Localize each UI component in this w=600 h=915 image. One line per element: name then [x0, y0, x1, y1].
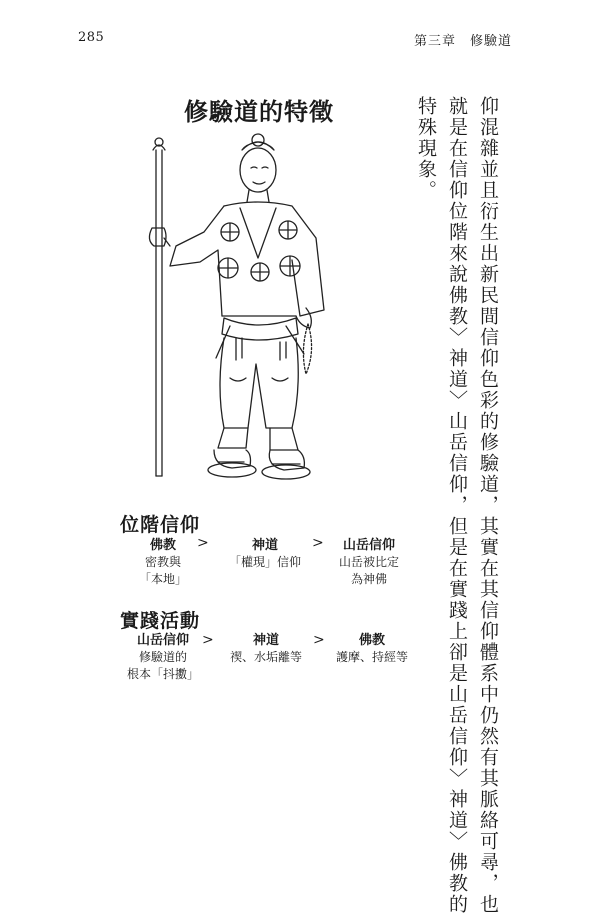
head: [240, 134, 276, 202]
body-text-column-1: 仰混雜並且衍生出新民間信仰色彩的修驗道，其實在其信仰體系中仍然有其脈絡可尋，也: [477, 96, 499, 915]
figure-title: 修驗道的特徵: [184, 97, 334, 126]
rank-node-1-title: 佛教: [149, 538, 176, 553]
rank-node-2-line-1: 「權現」信仰: [228, 555, 301, 569]
sandals: [208, 450, 310, 479]
rank-node-1-line-2: 「本地」: [138, 572, 187, 586]
practice-node-3: [324, 632, 420, 666]
rank-node-3: [326, 537, 412, 588]
rank-node-1-line-1: 密教與: [144, 555, 181, 569]
rank-node-2-title: 神道: [251, 538, 278, 553]
staff: [153, 138, 165, 476]
practice-separator-2: >: [313, 632, 325, 648]
body-text-column-3: 特殊現象。: [415, 96, 437, 201]
pompoms: [218, 221, 300, 281]
running-header: 第三章 修驗道: [413, 34, 512, 49]
body-text-column-2: 就是在信仰位階來說佛教〉神道〉山岳信仰，但是在實踐上卻是山岳信仰〉神道〉佛教的: [446, 96, 468, 915]
practice-node-1: [118, 632, 208, 683]
practice-node-3-line-1: 護摩、持經等: [335, 650, 408, 664]
practice-separator-1: >: [202, 632, 214, 648]
practice-node-2: [214, 632, 318, 666]
rank-node-2: [215, 537, 315, 571]
practice-node-1-line-1: 修驗道的: [138, 650, 187, 664]
practice-heading: 實踐活動: [120, 610, 201, 632]
practice-node-1-title: 山岳信仰: [136, 633, 189, 648]
robe: [170, 202, 324, 358]
page-number: 285: [78, 30, 105, 45]
rank-separator-1: >: [197, 535, 209, 551]
yamabushi-illustration: [120, 128, 360, 510]
rank-node-3-title: 山岳信仰: [342, 538, 395, 553]
practice-node-2-title: 神道: [252, 633, 279, 648]
practice-node-2-line-1: 禊、水垢離等: [229, 650, 302, 664]
rank-node-1: [122, 537, 204, 588]
rank-node-3-line-1: 山岳被比定: [338, 555, 399, 569]
practice-node-1-line-2: 根本「抖擻」: [126, 667, 199, 681]
rank-node-3-line-2: 為神佛: [350, 572, 387, 586]
rank-heading: 位階信仰: [120, 514, 201, 536]
practice-node-3-title: 佛教: [358, 633, 385, 648]
rank-separator-2: >: [312, 535, 324, 551]
